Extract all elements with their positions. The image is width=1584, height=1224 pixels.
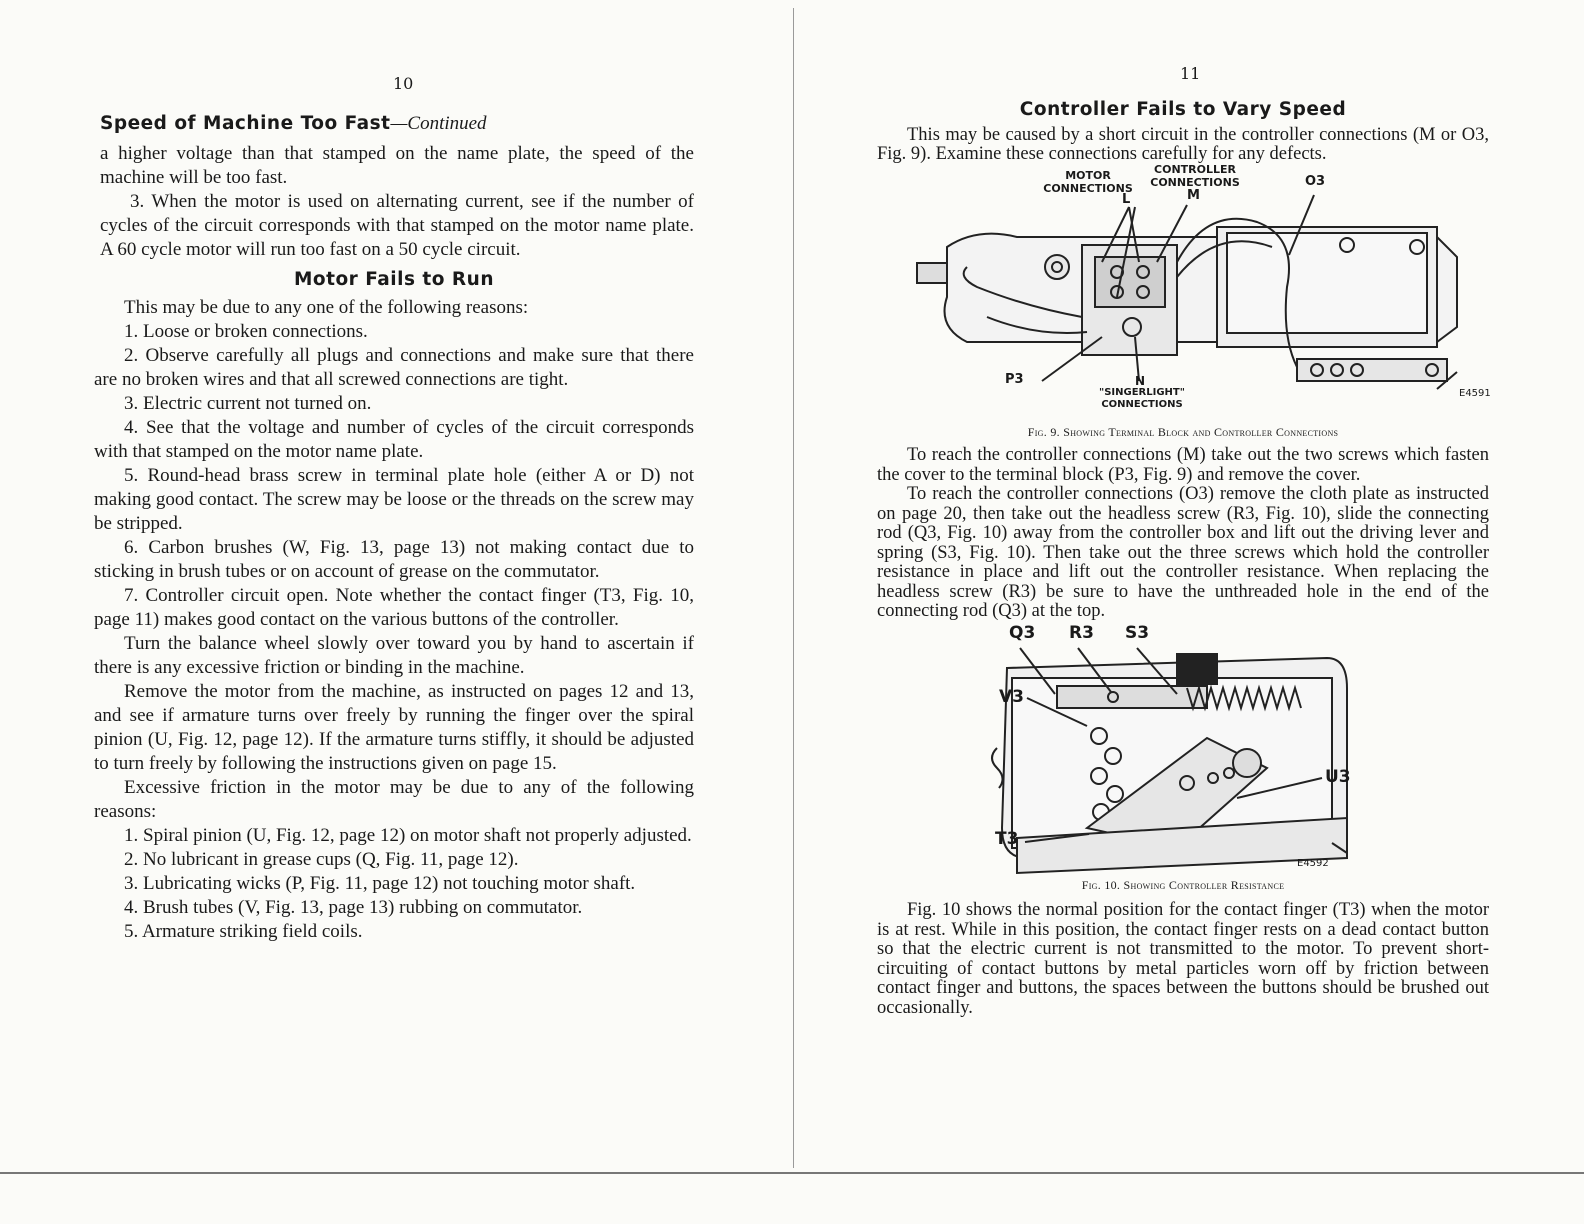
reach-O3-paragraph: To reach the controller connections (O3) remove the cloth plate as instructed on page 20, then take out the headless screw (R3, Fig. 10), slide the connecting rod (Q3, Fig. 10) away from the controller box and lift out the driving lever and spring (S3, Fig. 10). Then take out the three screws which hold the controller resistance in place and lift out the controller resistance. When replacing the headless screw (R3) be sure to have the unthreaded hole in the end of the connecting rod (Q3) at the top. <box>877 484 1489 621</box>
label-motor-connections: MOTOR CONNECTIONS <box>1043 168 1133 195</box>
label-U3: U3 <box>1325 766 1351 787</box>
controller-resistance-illustration <box>877 628 1489 878</box>
figure-code: E4592 <box>1297 857 1329 869</box>
friction-item: 1. Spiral pinion (U, Fig. 12, page 12) on motor shaft not properly adjusted. <box>124 825 692 846</box>
controller-intro: This may be caused by a short circuit in the controller connections (M or O3, Fig. 9). Examine these connections carefully for any defects. <box>877 124 1489 164</box>
label-controller-connections: CONTROLLER CONNECTIONS <box>1150 162 1240 189</box>
balance-paragraph: Turn the balance wheel slowly over toward you by hand to ascertain if there is any excessive friction or binding in the machine. <box>94 633 694 678</box>
item-3-paragraph: 3. When the motor is used on alternating current, see if the number of cycles of the circuit corresponds with that stamped on the motor name plate. A 60 cycle motor will run too fast on a 50 cycle circuit. <box>100 191 694 260</box>
reason-item: 6. Carbon brushes (W, Fig. 13, page 13) not making contact due to sticking in brush tubes or on account of grease on the commutator. <box>94 537 694 582</box>
friction-intro: Excessive friction in the motor may be due to any of the following reasons: <box>94 777 694 822</box>
label-N: N <box>1135 373 1146 388</box>
reason-item: 1. Loose or broken connections. <box>124 321 368 342</box>
closing-paragraph: Fig. 10 shows the normal position for the contact finger (T3) when the motor is at rest. While in this position, the contact finger rests on a dead contact button so that the electric current is not transmitted to the motor. To prevent short-circuiting of contact buttons by metal particles worn off by friction between contact finger and buttons, the spaces between the buttons should be brushed out occasionally. <box>877 900 1489 1018</box>
remove-motor-paragraph: Remove the motor from the machine, as instructed on pages 12 and 13, and see if armature turns over freely by running the finger over the spiral pinion (U, Fig. 12, page 12). If the armature turns stiffly, it should be adjusted to turn freely by following the instructions given on page 15. <box>94 681 694 774</box>
friction-item: 2. No lubricant in grease cups (Q, Fig. 11, page 12). <box>124 849 519 870</box>
label-R3: R3 <box>1069 622 1094 643</box>
label-O3: O3 <box>1305 173 1326 189</box>
reason-item: 7. Controller circuit open. Note whether the contact finger (T3, Fig. 10, page 11) makes good contact on the various buttons of the controller. <box>94 585 694 630</box>
reach-M-paragraph: To reach the controller connections (M) take out the two screws which fasten the cover to the terminal block (P3, Fig. 9) and remove the cover. <box>877 445 1489 485</box>
right-text-column <box>877 100 1489 1018</box>
left-page <box>0 0 787 1224</box>
label-T3: T3 <box>995 828 1019 849</box>
friction-item: 4. Brush tubes (V, Fig. 13, page 13) rubbing on commutator. <box>124 897 583 918</box>
right-page <box>787 0 1584 1224</box>
heading-controller-fails: Controller Fails to Vary Speed <box>1019 99 1347 120</box>
label-L: L <box>1122 191 1131 207</box>
terminal-block-illustration <box>877 167 1489 423</box>
reason-item: 2. Observe carefully all plugs and connections and make sure that there are no broken wires and that all screwed connections are tight. <box>94 345 694 390</box>
figure-10-caption: Fig. 10. Showing Controller Resistance <box>1081 877 1285 892</box>
label-Q3: Q3 <box>1009 622 1036 643</box>
label-singerlight-connections: "SINGERLIGHT" CONNECTIONS <box>1099 386 1185 410</box>
figure-9-caption: Fig. 9. Showing Terminal Block and Controller Connections <box>1027 424 1339 439</box>
heading-speed-too-fast: Speed of Machine Too Fast—Continued <box>100 113 487 134</box>
reasons-intro: This may be due to any one of the following reasons: <box>124 297 529 318</box>
label-S3: S3 <box>1125 622 1150 643</box>
reason-item: 5. Round-head brass screw in terminal plate hole (either A or D) not making good contact. The screw may be loose or the threads on the screw may be stripped. <box>94 465 694 534</box>
intro-paragraph: a higher voltage than that stamped on the name plate, the speed of the machine will be too fast. <box>100 143 694 188</box>
page-number: 10 <box>393 74 414 93</box>
page-number: 11 <box>1180 64 1201 83</box>
label-M: M <box>1187 187 1200 203</box>
label-V3: V3 <box>999 686 1024 707</box>
figure-10 <box>877 622 1489 878</box>
left-text-column <box>94 112 694 944</box>
figure-code: E4591 <box>1459 387 1491 399</box>
friction-item: 5. Armature striking field coils. <box>124 921 363 942</box>
reason-item: 3. Electric current not turned on. <box>124 393 372 414</box>
reason-item: 4. See that the voltage and number of cycles of the circuit corresponds with that stamped on the motor name plate. <box>94 417 694 462</box>
label-P3: P3 <box>1005 371 1024 387</box>
figure-9 <box>877 162 1491 423</box>
friction-item: 3. Lubricating wicks (P, Fig. 11, page 12) not touching motor shaft. <box>124 873 636 894</box>
heading-motor-fails: Motor Fails to Run <box>294 269 494 290</box>
